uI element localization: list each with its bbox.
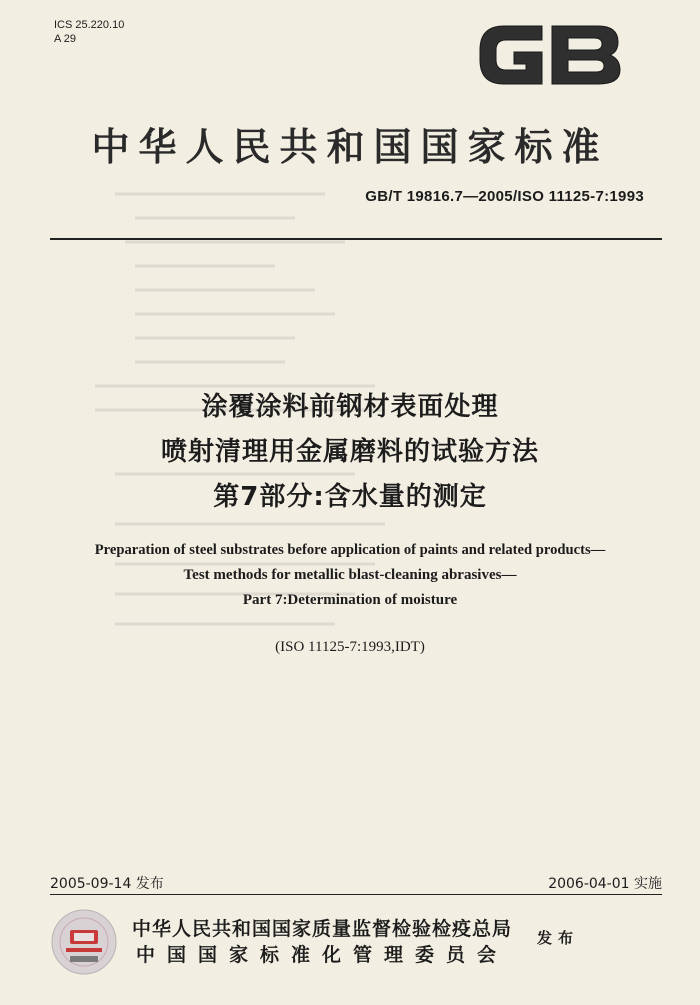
- issuer-aqsiq: 中华人民共和国国家质量监督检验检疫总局: [132, 918, 513, 940]
- publish-label: 发布: [537, 929, 580, 947]
- chinese-title-line-3: 第7部分:含水量的测定: [213, 482, 487, 512]
- national-standard-title: 中华人民共和国国家标准: [91, 124, 609, 169]
- chinese-title-line-2: 喷射清理用金属磨料的试验方法: [160, 437, 539, 467]
- ics-code: ICS 25.220.10: [54, 19, 125, 31]
- classification-codes: [54, 18, 124, 46]
- gb-logo-icon: [474, 20, 624, 90]
- top-divider: [50, 238, 662, 240]
- issuer-sac: 中国国家标准化管理委员会: [136, 944, 509, 966]
- standard-number: GB/T 19816.7—2005/ISO 11125-7:1993: [365, 188, 644, 205]
- implementation-date: 2006-04-01 实施: [548, 876, 662, 892]
- anti-counterfeit-seal-icon: [50, 908, 118, 976]
- ccs-code: A 29: [54, 33, 77, 45]
- bottom-divider: [50, 894, 662, 895]
- chinese-title-line-1: 涂覆涂料前钢材表面处理: [201, 392, 499, 422]
- english-title-line-2: Test methods for metallic blast-cleaning abrasives—: [183, 567, 517, 583]
- iso-equivalence: (ISO 11125-7:1993,IDT): [275, 639, 425, 655]
- english-title-line-3: Part 7:Determination of moisture: [242, 592, 458, 608]
- issue-date: 2005-09-14 发布: [50, 876, 164, 892]
- english-title-line-1: Preparation of steel substrates before application of paints and related products—: [94, 542, 606, 558]
